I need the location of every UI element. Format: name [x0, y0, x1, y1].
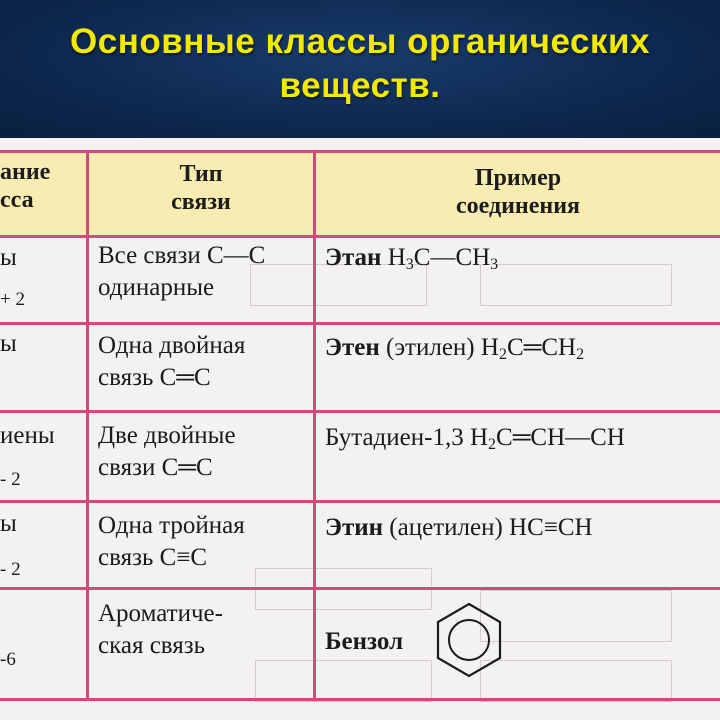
title-line-1: Основные классы органических	[70, 22, 650, 61]
column-header-bond-line: Тип	[179, 161, 223, 187]
formula-part: H	[480, 334, 499, 361]
bond-line: Две двойные	[98, 422, 236, 449]
bond-line: Все связи С—С	[98, 242, 266, 269]
compound-name: Этен	[325, 334, 380, 361]
grid-line	[0, 587, 720, 590]
bond-line: связи С═С	[98, 454, 213, 481]
formula-part: H	[387, 244, 406, 271]
formula-part: H	[469, 424, 489, 451]
grid-line	[0, 322, 720, 325]
page-title	[0, 20, 720, 108]
formula-subscript: 2	[498, 346, 507, 363]
column-header-bond-type	[89, 160, 313, 216]
bond-line: связь С═С	[98, 364, 211, 391]
bond-description	[98, 420, 236, 484]
bond-line: одинарные	[98, 274, 215, 301]
compound-name: Бензол	[325, 628, 404, 655]
bond-line: Ароматиче-	[98, 600, 223, 627]
compound-name: Этан	[325, 244, 382, 271]
grid-line	[0, 235, 720, 238]
formula-fragment: + 2	[0, 289, 25, 310]
formula-part: C—CH	[413, 244, 491, 271]
column-header-example	[316, 164, 720, 220]
grid-line	[0, 150, 720, 153]
formula-subscript: 3	[405, 256, 414, 273]
bond-description	[98, 240, 265, 304]
grid-line	[0, 698, 720, 701]
example-compound	[325, 242, 498, 274]
example-compound	[325, 332, 584, 364]
column-header-class-line: ание	[0, 159, 51, 185]
example-compound	[325, 422, 625, 454]
formula-fragment: - 2	[0, 469, 21, 490]
bond-line: связь С≡С	[98, 544, 208, 571]
formula-subscript: 2	[576, 346, 585, 363]
table-sheet	[0, 138, 720, 720]
bond-description	[98, 510, 245, 574]
formula-subscript: 2	[488, 436, 497, 453]
column-header-class	[0, 158, 62, 214]
compound-formula	[388, 244, 498, 271]
class-fragment: ы	[0, 330, 17, 357]
bleed-through-box	[480, 590, 672, 642]
column-header-class-line: сса	[0, 187, 34, 213]
compound-name-extra: (ацетилен)	[389, 514, 503, 541]
grid-line	[313, 150, 316, 701]
bond-line: ская связь	[98, 632, 206, 659]
bleed-through-box	[480, 264, 672, 306]
class-fragment: иены	[0, 422, 55, 449]
benzene-ring-icon	[434, 601, 504, 679]
compound-formula	[470, 424, 625, 451]
bleed-through-box	[255, 660, 432, 702]
compound-name: Бутадиен-1,3	[325, 424, 464, 451]
compound-name-extra: (этилен)	[386, 334, 475, 361]
bond-line: Одна двойная	[98, 332, 246, 359]
column-header-example-line: Пример	[474, 165, 562, 191]
example-compound	[325, 512, 593, 544]
formula-subscript: 3	[490, 256, 499, 273]
class-fragment: ы	[0, 510, 17, 537]
slide-header	[0, 0, 720, 138]
formula-part: C═CH—CH	[496, 424, 625, 451]
compound-formula: HC≡CH	[509, 514, 593, 541]
bond-line: Одна тройная	[98, 512, 245, 539]
bleed-through-box	[480, 660, 672, 702]
bond-description	[98, 330, 245, 394]
title-line-2: веществ.	[279, 66, 441, 105]
compound-formula	[481, 334, 584, 361]
column-header-example-line: соединения	[455, 193, 581, 219]
bond-description	[98, 598, 223, 662]
class-fragment: ы	[0, 244, 17, 271]
compound-name: Этин	[325, 514, 384, 541]
grid-line	[86, 150, 89, 701]
grid-line	[0, 500, 720, 503]
formula-fragment: -6	[0, 649, 16, 670]
grid-line	[0, 410, 720, 413]
formula-part: C═CH	[506, 334, 577, 361]
column-header-bond-line: связи	[171, 189, 231, 215]
formula-fragment: - 2	[0, 559, 21, 580]
